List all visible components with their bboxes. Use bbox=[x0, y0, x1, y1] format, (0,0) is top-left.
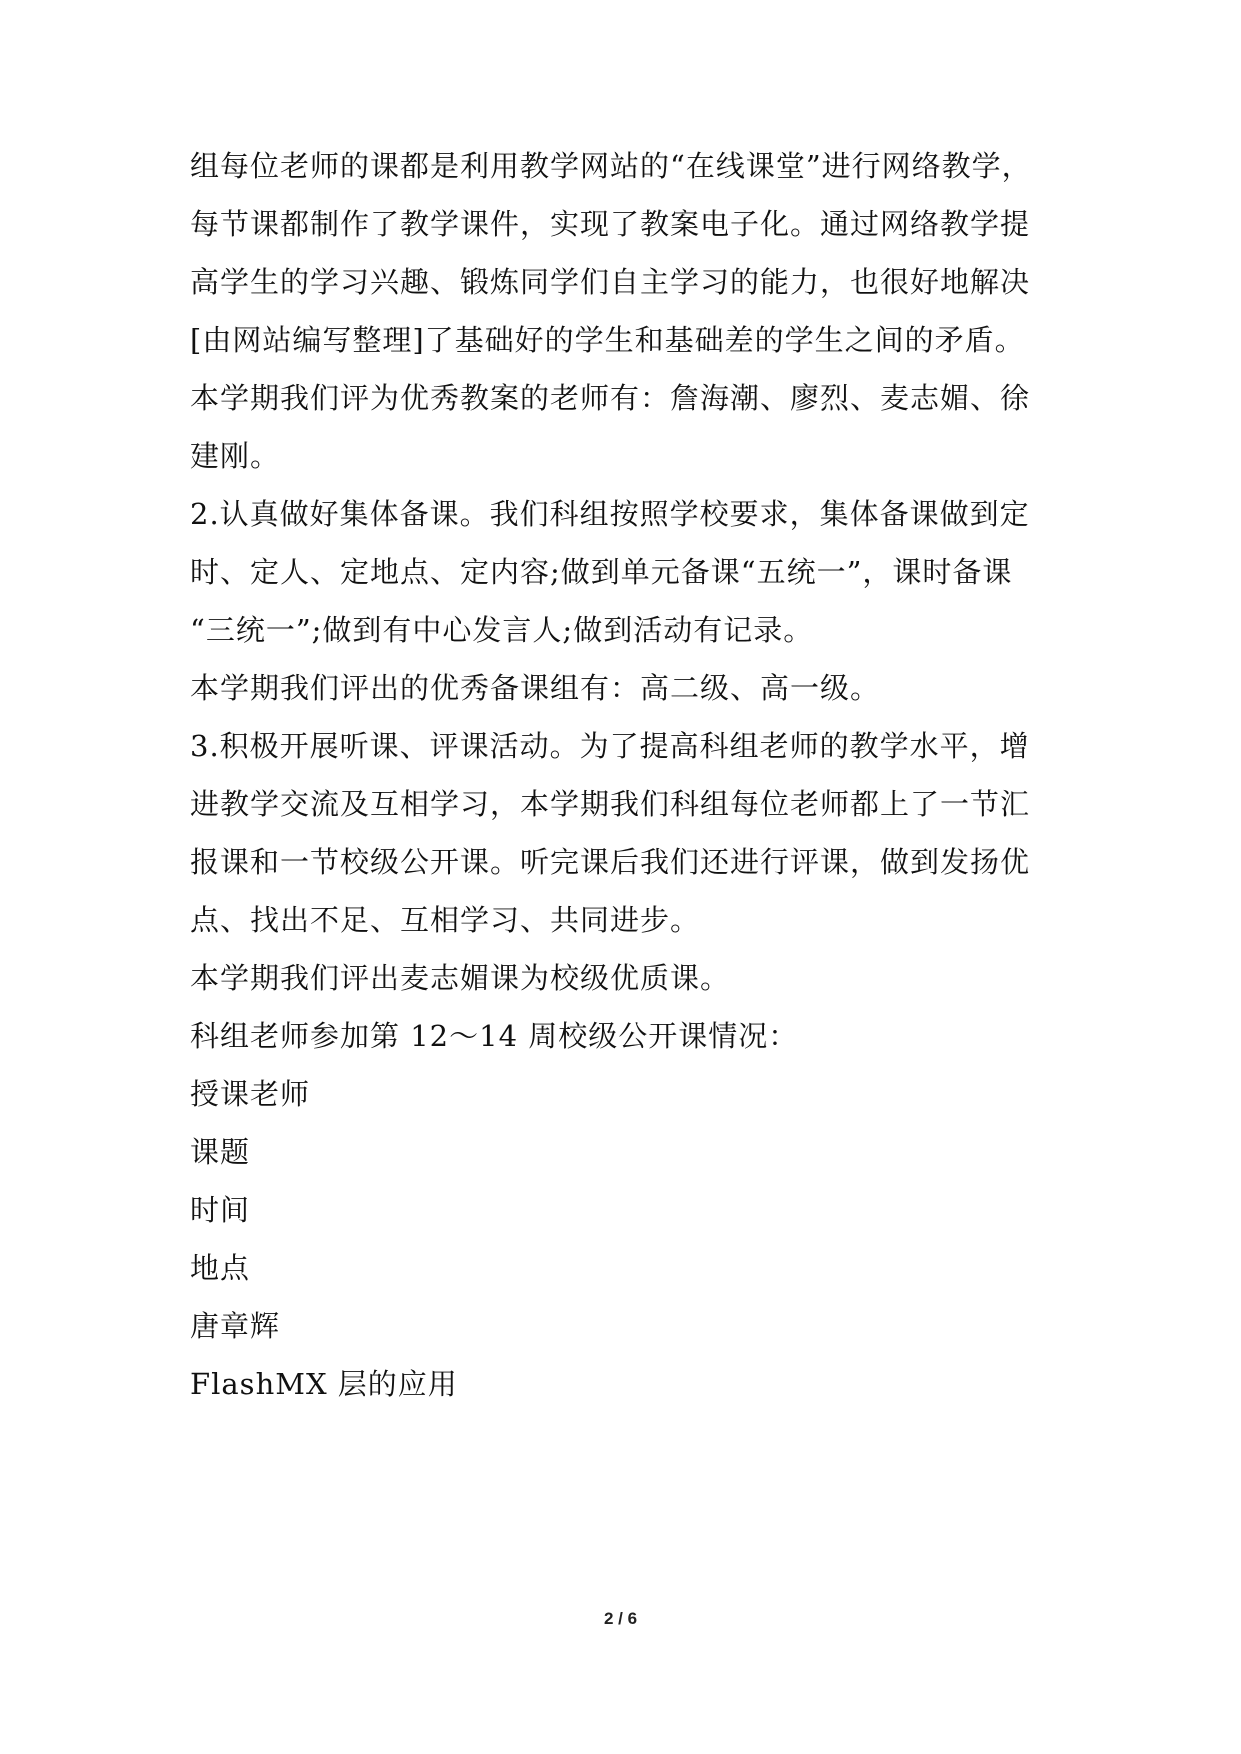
paragraph-line: 建刚。 bbox=[190, 439, 281, 473]
paragraph-line: 本学期我们评为优秀教案的老师有：詹海潮、廖烈、麦志媚、徐 bbox=[190, 381, 1031, 415]
paragraph-line: 时、定人、定地点、定内容;做到单元备课“五统一”，课时备课 bbox=[190, 555, 1013, 589]
paragraph-line: 高学生的学习兴趣、锻炼同学们自主学习的能力，也很好地解决 bbox=[190, 265, 1031, 299]
paragraph-line: 科组老师参加第 12～14 周校级公开课情况： bbox=[190, 1019, 799, 1053]
paragraph-line: 本学期我们评出的优秀备课组有：高二级、高一级。 bbox=[190, 671, 881, 705]
paragraph-line: 本学期我们评出麦志媚课为校级优质课。 bbox=[190, 961, 731, 995]
paragraph-line: 组每位老师的课都是利用教学网站的“在线课堂”进行网络教学， bbox=[190, 149, 1032, 183]
table-header-teacher: 授课老师 bbox=[190, 1077, 311, 1111]
paragraph-line: 点、找出不足、互相学习、共同进步。 bbox=[190, 903, 701, 937]
paragraph-line: 报课和一节校级公开课。听完课后我们还进行评课，做到发扬优 bbox=[190, 845, 1031, 879]
table-header-time: 时间 bbox=[190, 1193, 251, 1227]
table-cell-teacher: 唐章辉 bbox=[190, 1309, 281, 1343]
paragraph-line: “三统一”;做到有中心发言人;做到活动有记录。 bbox=[190, 613, 814, 647]
paragraph-line: 2.认真做好集体备课。我们科组按照学校要求，集体备课做到定 bbox=[190, 497, 1030, 531]
paragraph-line: 每节课都制作了教学课件，实现了教案电子化。通过网络教学提 bbox=[190, 207, 1031, 241]
paragraph-line: 进教学交流及互相学习，本学期我们科组每位老师都上了一节汇 bbox=[190, 787, 1031, 821]
table-header-location: 地点 bbox=[190, 1251, 251, 1285]
paragraph-line: [由网站编写整理]了基础好的学生和基础差的学生之间的矛盾。 bbox=[190, 323, 1025, 357]
table-header-topic: 课题 bbox=[190, 1135, 251, 1169]
paragraph-line: 3.积极开展听课、评课活动。为了提高科组老师的教学水平，增 bbox=[190, 729, 1030, 763]
table-cell-topic: FlashMX 层的应用 bbox=[190, 1367, 458, 1401]
page-number: 2 / 6 bbox=[603, 1609, 638, 1628]
